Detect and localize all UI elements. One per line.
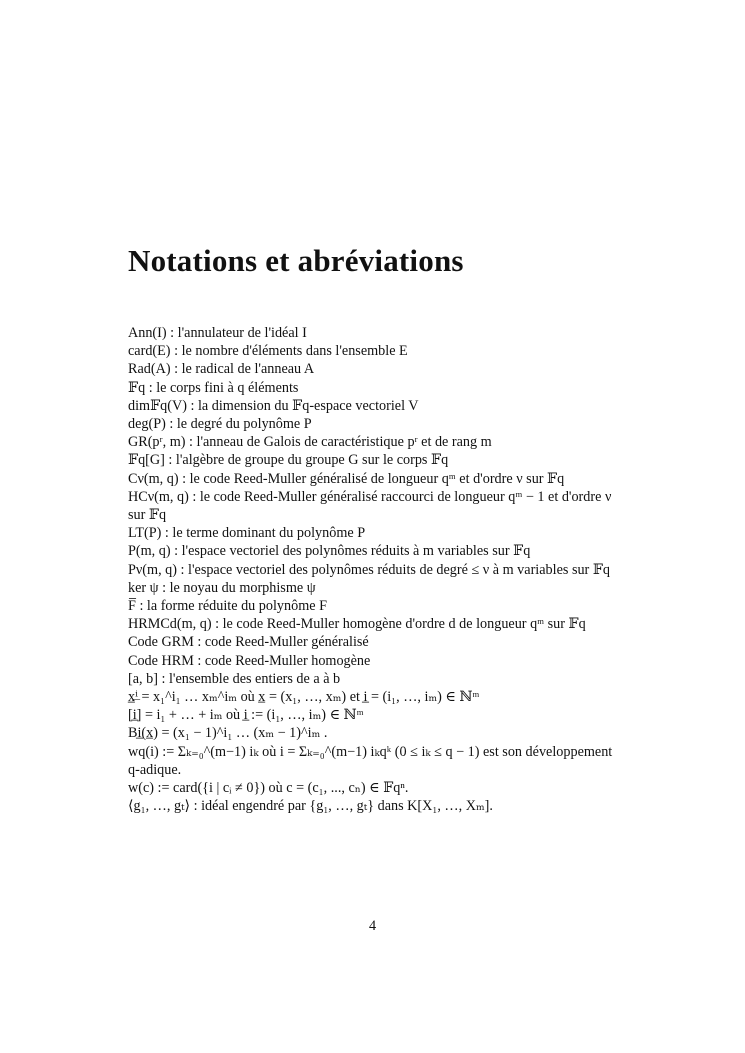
notation-definition: : le nombre d'éléments dans l'ensemble E [170,343,408,360]
notation-symbol: card(E) [128,343,171,360]
notation-symbol: dim𝔽q(V) [128,397,187,414]
notation-entry [128,579,620,597]
notation-symbol: Code GRM [128,634,194,651]
notation-entry [128,542,620,560]
notation-symbol: Rad(A) [128,361,171,378]
notation-entry [128,342,620,360]
notation-entry [128,561,620,579]
notation-definition: : l'algèbre de groupe du groupe G sur le corps 𝔽q [164,452,449,469]
notation-definition: : l'annulateur de l'idéal I [166,325,307,341]
page-title: Notations et abréviations [128,243,464,278]
notation-list [128,324,620,815]
notation-entry [128,688,620,706]
notation-symbol: P(m, q) [128,543,171,560]
notation-symbol: 𝔽q[G] [128,452,165,469]
notation-symbol: GR(pʳ, m) [128,434,186,451]
notation-entry [128,433,620,451]
notation-entry [128,324,620,342]
notation-symbol: ⟨g₁, …, gₜ⟩ [128,798,191,815]
notation-entry [128,706,620,724]
notation-entry [128,743,620,779]
notation-definition: : code Reed-Muller homogène [193,652,371,669]
notation-symbol: Bi̲(x̲) = (x₁ − 1)^i₁ … (xₘ − 1)^iₘ [128,725,321,742]
notation-definition: où i̲ := (i₁, …, iₘ) ∈ ℕᵐ [222,707,364,724]
notation-entry [128,451,620,469]
notation-symbol: Code HRM [128,652,194,669]
notation-entry [128,615,620,633]
notation-definition: : l'ensemble des entiers de a à b [157,670,341,687]
notation-definition: : le noyau du morphisme ψ [158,579,316,596]
notation-entry [128,397,620,415]
notation-definition: . [320,725,328,742]
notation-definition: : code Reed-Muller généralisé [193,634,369,651]
notation-symbol: LT(P) [128,525,162,542]
notation-entry [128,488,620,524]
notation-definition: : le code Reed-Muller généralisé de longueur qᵐ et d'ordre ν sur 𝔽q [178,470,565,487]
notation-entry [128,670,620,688]
notation-definition: où i = Σₖ₌₀^(m−1) iₖqᵏ (0 ≤ iₖ ≤ q − 1) est son développement q-adique. [128,743,613,778]
notation-symbol: HRMCd(m, q) [128,616,212,633]
notation-entry [128,470,620,488]
notation-definition: : le radical de l'anneau A [170,361,315,378]
notation-entry [128,724,620,742]
notation-symbol: Cν(m, q) [128,470,179,487]
notation-definition: : le code Reed-Muller généralisé raccourci de longueur qᵐ − 1 et d'ordre ν sur 𝔽q [128,488,612,524]
notation-entry [128,633,620,651]
notation-symbol: x̲ⁱ̲ = x₁^i₁ … xₘ^iₘ [128,689,238,706]
notation-entry [128,379,620,397]
notation-definition: : la forme réduite du polynôme F [135,598,327,615]
notation-entry [128,779,620,797]
notation-definition: où x̲ = (x₁, …, xₘ) et i̲ = (i₁, …, iₘ) ∈ ℕᵐ [237,689,480,706]
notation-definition: : le code Reed-Muller homogène d'ordre d de longueur qᵐ sur 𝔽q [211,616,586,633]
notation-symbol: 𝔽q [128,379,146,396]
notation-entry [128,415,620,433]
notation-definition: : l'anneau de Galois de caractéristique pʳ et de rang m [185,434,492,451]
notation-definition: : la dimension du 𝔽q-espace vectoriel V [186,397,419,414]
notation-symbol: ker ψ [128,579,159,596]
page-number: 4 [368,918,377,934]
notation-definition: : l'espace vectoriel des polynômes réduits de degré ≤ ν à m variables sur 𝔽q [176,561,610,578]
notation-symbol: Ann(I) [128,325,167,341]
notation-symbol: Pν(m, q) [128,561,177,578]
notation-definition: : le corps fini à q éléments [145,379,299,396]
notation-definition: : l'espace vectoriel des polynômes réduits à m variables sur 𝔽q [170,543,531,560]
notation-symbol: HCν(m, q) [128,488,189,505]
notation-symbol: w(c) := card({i | cᵢ ≠ 0}) [128,780,265,797]
notation-definition: : le degré du polynôme P [165,416,312,433]
notation-symbol: wq(i) := Σₖ₌₀^(m−1) iₖ [128,743,259,760]
notation-symbol: [a, b] [128,670,158,687]
notation-entry [128,597,620,615]
notation-symbol: [i̲] = i₁ + … + iₘ [128,707,223,724]
notation-definition: : le terme dominant du polynôme P [161,525,366,542]
notation-definition: : idéal engendré par {g₁, …, gₜ} dans K[X₁, …, Xₘ]. [190,798,493,815]
notation-definition: où c = (c₁, ..., cₙ) ∈ 𝔽qⁿ. [264,780,409,797]
notation-symbol: F̅ [128,598,136,615]
notation-entry [128,524,620,542]
notation-entry [128,360,620,378]
notation-entry [128,797,620,815]
notation-symbol: deg(P) [128,416,166,433]
notation-entry [128,652,620,670]
